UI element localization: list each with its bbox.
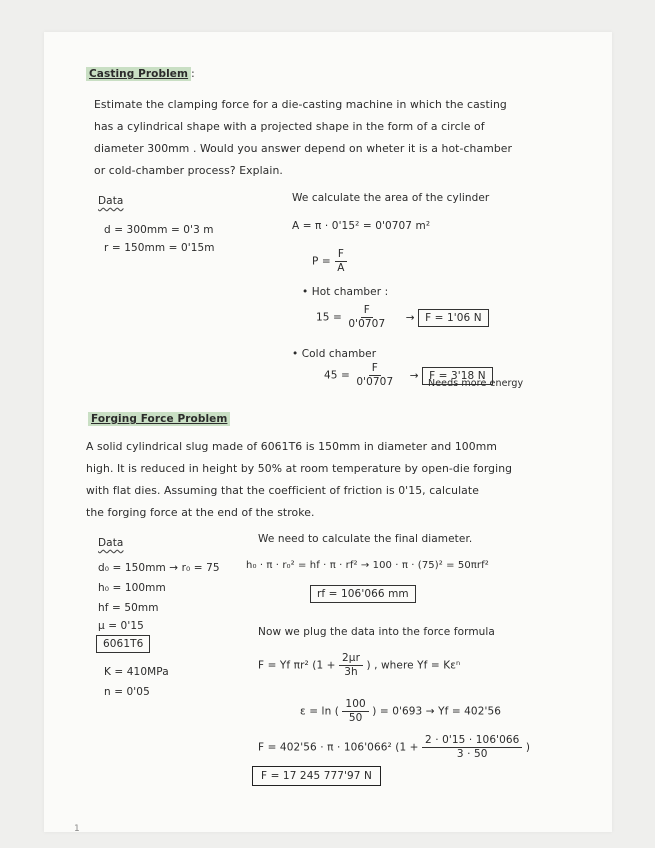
strain-lhs: ε = ln ( bbox=[300, 705, 339, 718]
casting-problem-line-2: has a cylindrical shape with a projected shape in the form of a circle of bbox=[94, 120, 485, 133]
rf-result-wrap bbox=[310, 588, 416, 600]
pressure-denominator: A bbox=[337, 262, 345, 274]
calc-numerator: 2 · 0'15 · 106'066 bbox=[422, 734, 522, 748]
cold-denominator: 0'0707 bbox=[356, 376, 394, 388]
force-fraction bbox=[339, 652, 363, 679]
hot-lhs: 15 = bbox=[316, 311, 342, 324]
forging-h0-line: h₀ = 100mm bbox=[98, 582, 166, 594]
hot-arrow: → bbox=[405, 311, 415, 324]
cold-fraction bbox=[353, 362, 396, 389]
casting-diameter-line: d = 300mm = 0'3 m bbox=[104, 224, 214, 236]
calc-denominator: 3 · 50 bbox=[456, 748, 488, 760]
cold-numerator: F bbox=[369, 362, 381, 376]
force-numerator: 2μr bbox=[339, 652, 363, 666]
strain-numerator: 100 bbox=[342, 698, 368, 712]
force-formula-text: Now we plug the data into the force formula bbox=[258, 626, 495, 638]
hot-result-box: F = 1'06 N bbox=[418, 309, 489, 327]
final-result-wrap bbox=[252, 770, 381, 782]
forging-problem-line-2: high. It is reduced in height by 50% at room temperature by open-die forging bbox=[86, 462, 513, 475]
final-result-box: F = 17 245 777'97 N bbox=[252, 766, 381, 786]
force-rhs: ) , where Yf = Kεⁿ bbox=[366, 659, 461, 672]
hot-chamber-equation bbox=[316, 304, 489, 331]
calc-lhs: F = 402'56 · π · 106'066² (1 + bbox=[258, 741, 419, 754]
cold-lhs: 45 = bbox=[324, 369, 350, 382]
forging-material-wrap bbox=[96, 638, 150, 650]
strain-rhs: ) = 0'693 → Yf = 402'56 bbox=[372, 705, 502, 718]
forging-data-label: Data bbox=[98, 537, 124, 549]
force-calculation bbox=[258, 734, 530, 761]
calc-fraction bbox=[422, 734, 522, 761]
strain-fraction bbox=[342, 698, 368, 725]
casting-heading-colon: : bbox=[191, 68, 195, 80]
forging-problem-line-1: A solid cylindrical slug made of 6061T6 is 150mm in diameter and 100mm bbox=[86, 440, 497, 453]
force-lhs: F = Yf πr² (1 + bbox=[258, 659, 336, 672]
page-number: 1 bbox=[74, 824, 80, 834]
cold-arrow: → bbox=[409, 369, 419, 382]
hot-chamber-label: • Hot chamber : bbox=[302, 286, 389, 298]
pressure-lhs: P = bbox=[312, 255, 331, 268]
hot-denominator: 0'0707 bbox=[348, 318, 386, 330]
casting-area-equation: A = π · 0'15² = 0'0707 m² bbox=[292, 220, 431, 232]
casting-data-label: Data bbox=[98, 195, 124, 207]
casting-problem-line-1: Estimate the clamping force for a die-casting machine in which the casting bbox=[94, 98, 507, 111]
forging-heading: Forging Force Problem bbox=[88, 412, 230, 426]
forging-problem-line-3: with flat dies. Assuming that the coefficient of friction is 0'15, calculate bbox=[86, 484, 479, 497]
strain-denominator: 50 bbox=[348, 712, 363, 724]
casting-heading-wrap bbox=[86, 68, 195, 80]
force-denominator: 3h bbox=[344, 666, 358, 678]
casting-problem-line-3: diameter 300mm . Would you answer depend on wheter it is a hot-chamber bbox=[94, 142, 513, 155]
hot-numerator: F bbox=[361, 304, 373, 318]
forging-n-line: n = 0'05 bbox=[104, 686, 150, 698]
pressure-formula bbox=[312, 248, 348, 275]
forging-d0-line: d₀ = 150mm → r₀ = 75 bbox=[98, 562, 220, 574]
forging-heading-wrap bbox=[88, 413, 230, 425]
forging-diameter-text: We need to calculate the final diameter. bbox=[258, 533, 473, 545]
volume-equation: h₀ · π · r₀² = hf · π · rf² → 100 · π · (75)² = 50πrf² bbox=[246, 560, 489, 571]
casting-area-text: We calculate the area of the cylinder bbox=[292, 192, 490, 204]
cold-result-box: F = 3'18 N bbox=[422, 367, 493, 385]
rf-result-box: rf = 106'066 mm bbox=[310, 585, 416, 603]
calc-rhs: ) bbox=[525, 741, 531, 754]
strain-equation bbox=[300, 698, 501, 725]
cold-note: Needs more energy bbox=[428, 378, 524, 389]
pressure-fraction bbox=[334, 248, 347, 275]
casting-problem-line-4: or cold-chamber process? Explain. bbox=[94, 164, 283, 177]
forging-k-line: K = 410MPa bbox=[104, 666, 169, 678]
notebook-page bbox=[44, 32, 612, 832]
forging-mu-line: μ = 0'15 bbox=[98, 620, 144, 632]
pressure-numerator: F bbox=[335, 248, 347, 262]
forging-problem-line-4: the forging force at the end of the stroke. bbox=[86, 506, 315, 519]
hot-fraction bbox=[345, 304, 388, 331]
forging-hf-line: hf = 50mm bbox=[98, 602, 159, 614]
force-formula bbox=[258, 652, 460, 679]
casting-heading: Casting Problem bbox=[86, 67, 191, 81]
forging-material-box: 6061T6 bbox=[96, 635, 150, 653]
cold-chamber-label: • Cold chamber bbox=[292, 348, 377, 360]
casting-radius-line: r = 150mm = 0'15m bbox=[104, 242, 215, 254]
